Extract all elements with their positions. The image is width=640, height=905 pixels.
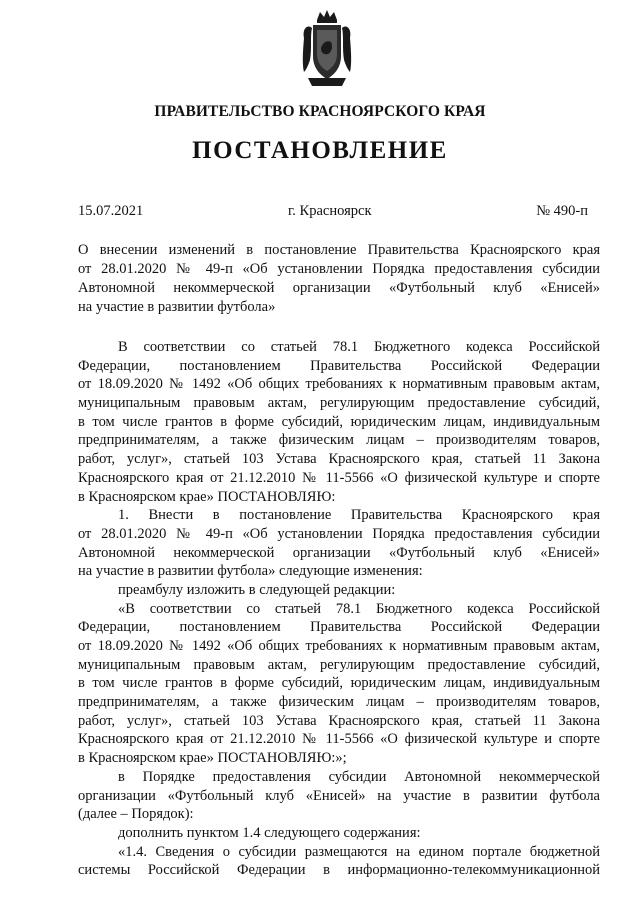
coat-of-arms-icon bbox=[300, 8, 354, 88]
body-line: муниципальным правовым актам, регулирующим предоставление субсидий, bbox=[78, 395, 600, 412]
body-line: от 28.01.2020 № 49-п «Об установлении Порядка предоставления субсидии bbox=[78, 525, 600, 542]
body-line: работ, услуг», статьей 103 Устава Красноярского края, статьей 11 Закона bbox=[78, 712, 600, 729]
document-number: № 490-п bbox=[536, 203, 588, 219]
body-line: в Порядке предоставления субсидии Автономной некоммерческой bbox=[118, 768, 600, 785]
body-line: организации «Футбольный клуб «Енисей» на участие в развитии футбола bbox=[78, 787, 600, 804]
body-line: Федерации, постановлением Правительства Российской Федерации bbox=[78, 357, 600, 374]
body-line: в Красноярском крае» ПОСТАНОВЛЯЮ:»; bbox=[78, 750, 347, 767]
subject-line: Автономной некоммерческой организации «Футбольный клуб «Енисей» bbox=[78, 280, 600, 296]
body-line: Автономной некоммерческой организации «Футбольный клуб «Енисей» bbox=[78, 544, 600, 561]
body-line: на участие в развитии футбола» следующие изменения: bbox=[78, 563, 423, 580]
document-body bbox=[78, 338, 600, 880]
body-line: в том числе грантов в форме субсидий, юридическим лицам, индивидуальным bbox=[78, 413, 600, 430]
document-date: 15.07.2021 bbox=[78, 203, 144, 219]
body-line: (далее – Порядок): bbox=[78, 806, 194, 823]
government-title: ПРАВИТЕЛЬСТВО КРАСНОЯРСКОГО КРАЯ bbox=[154, 103, 486, 120]
subject-line: от 28.01.2020 № 49-п «Об установлении Порядка предоставления субсидии bbox=[78, 261, 600, 277]
subject-line: на участие в развитии футбола» bbox=[78, 299, 276, 315]
document-city: г. Красноярск bbox=[288, 203, 372, 219]
body-line: от 18.09.2020 № 1492 «Об общих требованиях к нормативным правовым актам, bbox=[78, 638, 600, 654]
body-line: «1.4. Сведения о субсидии размещаются на едином портале бюджетной bbox=[118, 843, 600, 860]
body-line: Красноярского края от 21.12.2010 № 11-5566 «О физической культуре и спорте bbox=[78, 469, 600, 486]
body-line: муниципальным правовым актам, регулирующим предоставление субсидий, bbox=[78, 656, 600, 673]
body-line: работ, услуг», статьей 103 Устава Красноярского края, статьей 11 Закона bbox=[78, 451, 600, 468]
body-line: 1. Внести в постановление Правительства Красноярского края bbox=[118, 507, 600, 524]
body-line: Федерации, постановлением Правительства Российской Федерации bbox=[78, 619, 600, 636]
body-line: В соответствии со статьей 78.1 Бюджетного кодекса Российской bbox=[118, 339, 600, 355]
body-line: в том числе грантов в форме субсидий, юридическим лицам, индивидуальным bbox=[78, 675, 600, 692]
body-line: предпринимателям, а также физическим лицам – производителям товаров, bbox=[78, 694, 600, 711]
body-line: Красноярского края от 21.12.2010 № 11-5566 «О физической культуре и спорте bbox=[78, 731, 600, 748]
body-line: в Красноярском крае» ПОСТАНОВЛЯЮ: bbox=[78, 488, 336, 505]
document-subject bbox=[78, 241, 600, 317]
body-line: от 18.09.2020 № 1492 «Об общих требованиях к нормативным правовым актам, bbox=[78, 376, 600, 393]
body-line: системы Российской Федерации в информационно-телекоммуникационной bbox=[78, 862, 600, 879]
body-line: дополнить пунктом 1.4 следующего содержания: bbox=[118, 824, 421, 841]
body-line: «В соответствии со статьей 78.1 Бюджетного кодекса Российской bbox=[118, 600, 600, 617]
document-type-title: ПОСТАНОВЛЕНИЕ bbox=[192, 137, 448, 164]
body-line: предпринимателям, а также физическим лицам – производителям товаров, bbox=[78, 432, 600, 449]
subject-line: О внесении изменений в постановление Правительства Красноярского края bbox=[78, 242, 600, 258]
body-line: преамбулу изложить в следующей редакции: bbox=[118, 581, 396, 598]
